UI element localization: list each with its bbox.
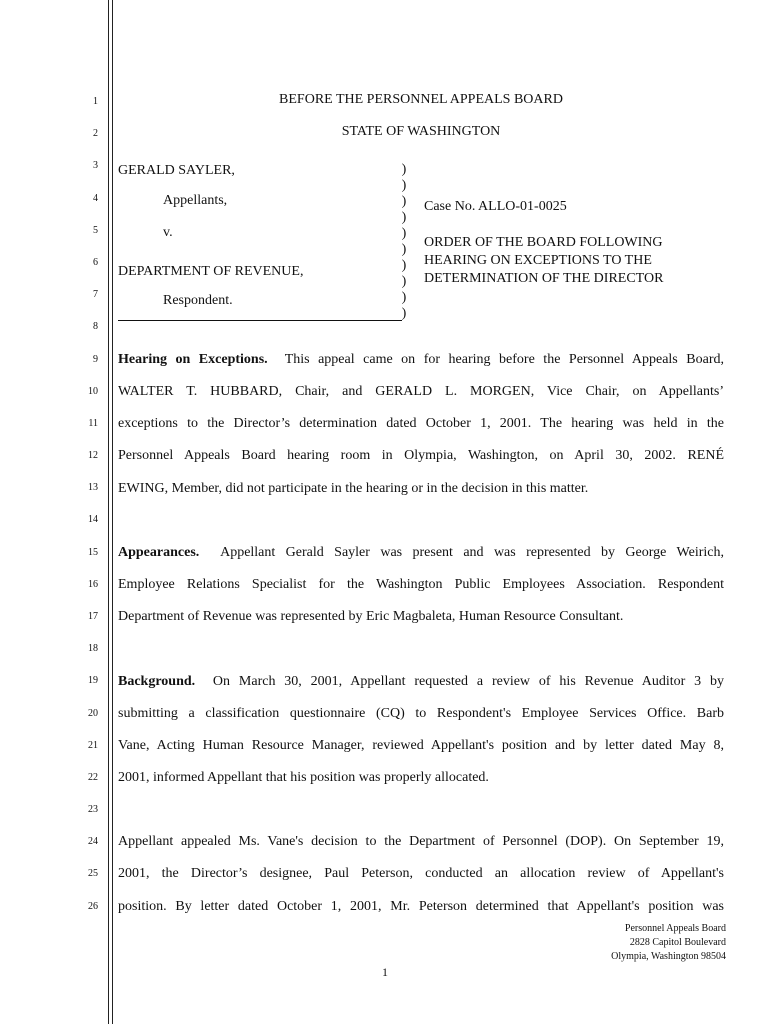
line-number: 19 [88,675,98,686]
caption-paren: ) [401,274,407,289]
state-heading: STATE OF WASHINGTON [341,124,501,139]
appeal-paragraph-line: position. By letter dated October 1, 2001, Mr. Peterson determined that Appellant's position was [118,899,724,914]
line-number: 23 [88,804,98,815]
line-number: 10 [88,386,98,397]
footer-street: 2828 Capitol Boulevard [629,937,726,948]
page-number: 1 [382,965,388,979]
line-number: 18 [88,643,98,654]
footer-org: Personnel Appeals Board [624,923,726,934]
caption-underline [118,320,402,321]
line-number: 4 [93,193,98,204]
line-number: 9 [93,354,98,365]
background-paragraph-line: submitting a classification questionnaire (CQ) to Respondent's Employee Services Office. Barb [118,706,724,721]
hearing-paragraph-line: EWING, Member, did not participate in the hearing or in the decision in this matter. [118,481,589,496]
background-heading: Background. [118,674,196,689]
line-number: 25 [88,868,98,879]
line-number: 22 [88,772,98,783]
margin-rule-inner [112,0,113,1024]
line-number: 16 [88,579,98,590]
background-paragraph-line: 2001, informed Appellant that his position was properly allocated. [118,770,489,785]
line-number: 1 [93,96,98,107]
line-number: 7 [93,289,98,300]
caption-paren: ) [401,242,407,257]
line-number: 26 [88,901,98,912]
line-number: 11 [88,418,98,429]
order-title-line: HEARING ON EXCEPTIONS TO THE [424,253,652,268]
line-number: 21 [88,740,98,751]
appellant-role: Appellants, [163,193,228,208]
appellant-name: GERALD SAYLER, [118,163,235,178]
line-number: 24 [88,836,98,847]
line-number: 14 [88,514,98,525]
hearing-paragraph-line: WALTER T. HUBBARD, Chair, and GERALD L. MORGEN, Vice Chair, on Appellants’ [118,384,724,399]
background-paragraph-line: Vane, Acting Human Resource Manager, reviewed Appellant's position and by letter dated May 8, [118,738,724,753]
board-heading: BEFORE THE PERSONNEL APPEALS BOARD [279,92,563,107]
appearances-paragraph-line: Department of Revenue was represented by Eric Magbaleta, Human Resource Consultant. [118,609,624,624]
line-number: 8 [93,321,98,332]
caption-paren: ) [401,306,407,321]
caption-paren: ) [401,194,407,209]
caption-paren: ) [401,258,407,273]
line-number: 20 [88,708,98,719]
appearances-paragraph-line: Employee Relations Specialist for the Washington Public Employees Association. Respondent [118,577,724,592]
caption-paren: ) [401,226,407,241]
line-number: 3 [93,160,98,171]
appeal-paragraph-line: Appellant appealed Ms. Vane's decision to the Department of Personnel (DOP). On September 19, [118,834,724,849]
caption-paren: ) [401,210,407,225]
background-text: On March 30, 2001, Appellant requested a review of his Revenue Auditor 3 by [212,674,725,689]
caption-paren: ) [401,178,407,193]
line-number: 6 [93,257,98,268]
respondent-role: Respondent. [163,293,233,308]
line-number: 13 [88,482,98,493]
appearances-paragraph-line [118,545,724,561]
caption-paren: ) [401,290,407,305]
margin-rule-outer [108,0,109,1024]
respondent-name: DEPARTMENT OF REVENUE, [118,264,304,279]
line-number: 15 [88,547,98,558]
hearing-paragraph-line [118,352,724,368]
line-number: 17 [88,611,98,622]
footer-city: Olympia, Washington 98504 [611,951,726,962]
appeal-paragraph-line: 2001, the Director’s designee, Paul Peterson, conducted an allocation review of Appellant's [118,866,724,881]
line-number: 2 [93,128,98,139]
line-number: 12 [88,450,98,461]
order-title-line: ORDER OF THE BOARD FOLLOWING [424,235,663,250]
appearances-text: Appellant Gerald Sayler was present and was represented by George Weirich, [220,545,724,560]
versus: v. [163,225,173,240]
caption-paren: ) [401,162,407,177]
hearing-paragraph-line: Personnel Appeals Board hearing room in Olympia, Washington, on April 30, 2002. RENÉ [118,448,724,463]
line-number: 5 [93,225,98,236]
background-paragraph-line [118,674,724,690]
hearing-paragraph-line: exceptions to the Director’s determination dated October 1, 2001. The hearing was held in the [118,416,724,431]
case-number: Case No. ALLO-01-0025 [424,199,567,214]
hearing-heading: Hearing on Exceptions. [118,352,268,367]
hearing-text: This appeal came on for hearing before the Personnel Appeals Board, [284,352,724,367]
appearances-heading: Appearances. [118,545,200,560]
order-title-line: DETERMINATION OF THE DIRECTOR [424,271,664,286]
